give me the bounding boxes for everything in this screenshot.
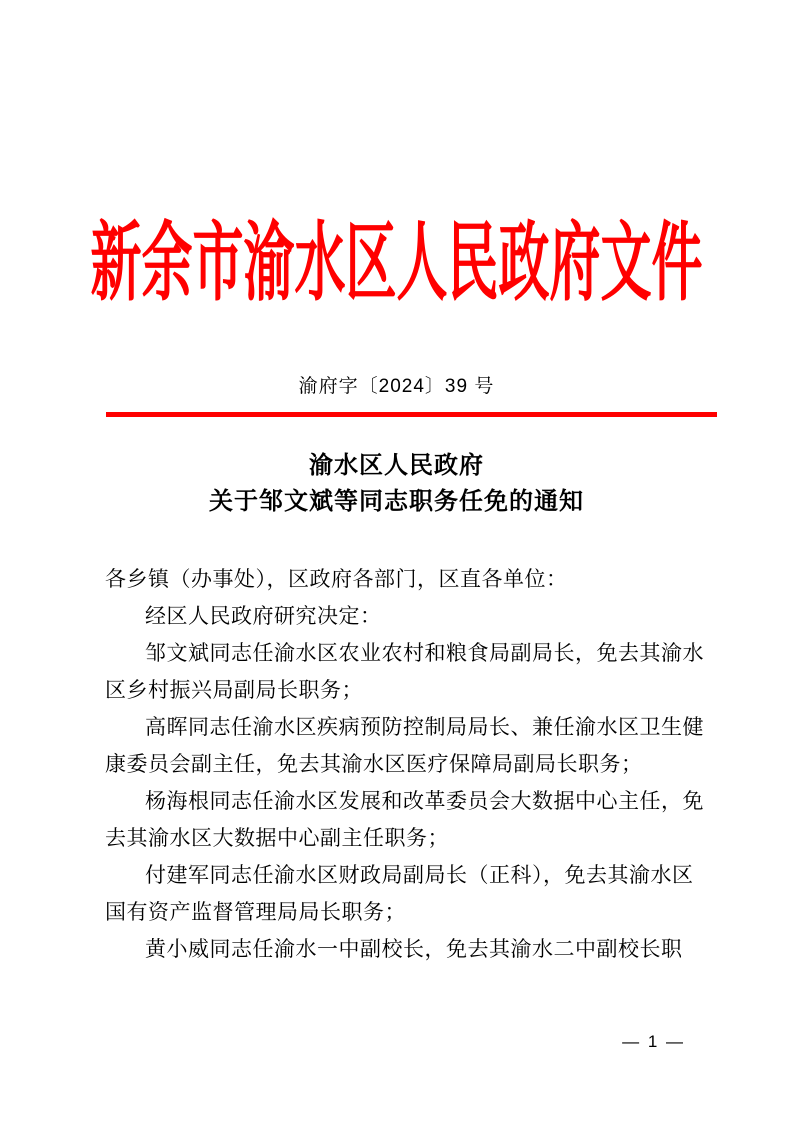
body-line: 高晖同志任渝水区疾病预防控制局局长、兼任渝水区卫生健 — [145, 716, 704, 739]
doc-title — [0, 448, 793, 520]
body-line: 杨海根同志任渝水区发展和改革委员会大数据中心主任，免 — [145, 790, 704, 813]
banner-title: 新余市渝水区人民政府文件 — [90, 213, 703, 315]
body-line: 付建军同志任渝水区财政局副局长（正科），免去其渝水区 — [145, 864, 694, 887]
doc-number: 渝府字〔2024〕39 号 — [298, 376, 495, 397]
body-line: 康委员会副主任，免去其渝水区医疗保障局副局长职务； — [105, 753, 643, 776]
body-line-salutation: 各乡镇（办事处），区政府各部门，区直各单位： — [105, 568, 568, 591]
body-line: 区乡村振兴局副局长职务； — [105, 679, 363, 702]
doc-title-line1: 渝水区人民政府 — [309, 452, 484, 479]
page-number: — 1 — — [622, 1032, 685, 1051]
document-body — [105, 561, 713, 968]
body-line: 经区人民政府研究决定： — [145, 605, 382, 628]
doc-title-line2: 关于邹文斌等同志职务任免的通知 — [209, 488, 584, 515]
body-line: 黄小威同志任渝水一中副校长，免去其渝水二中副校长职 — [145, 938, 683, 961]
body-line: 去其渝水区大数据中心副主任职务； — [105, 827, 449, 850]
body-line: 国有资产监督管理局局长职务； — [105, 901, 406, 924]
body-line: 邹文斌同志任渝水区农业农村和粮食局副局长，免去其渝水 — [145, 642, 704, 665]
red-divider-rule — [106, 412, 717, 417]
